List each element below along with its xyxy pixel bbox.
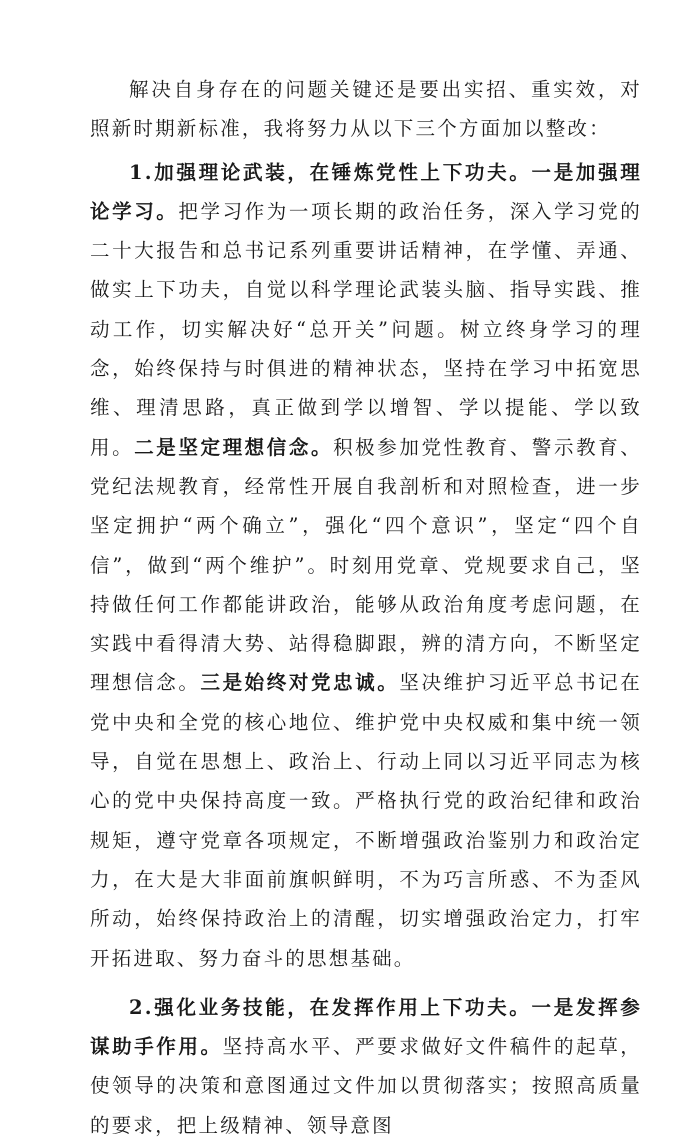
section2-paragraph (90, 988, 642, 1145)
section1-point1-text: 把学习作为一项长期的政治任务，深入学习党的二十大报告和总书记系列重要讲话精神，在学懂、弄通、做实上下功夫，自觉以科学理论武装头脑、指导实践、推动工作，切实解决好“总开关”问题。树立终身学习的理念，始终保持与时俱进的精神状态，坚持在学习中拓宽思维、理清思路，真正做到学以增智、学以提能、学以致用。 (90, 199, 642, 459)
section1-paragraph (90, 153, 642, 978)
section1-point1-title: 一是加强理论学习。 (90, 160, 642, 223)
section2-point1-title: 一是发挥参谋助手作用。 (90, 995, 642, 1059)
intro-text: 解决自身存在的问题关键还是要出实招、重实效，对照新时期新标准，我将努力从以下三个方面加以整改： (90, 78, 642, 141)
section1-point2-title: 二是坚定理想信念。 (134, 435, 334, 459)
section2-point1-text: 坚持高水平、严要求做好文件稿件的起草，使领导的决策和意图通过文件加以贯彻落实；按照高质量的要求，把上级精神、领导意图 (90, 1035, 642, 1137)
section1-point3-text: 坚决维护习近平总书记在党中央和全党的核心地位、维护党中央权威和集中统一领导，自觉在思想上、政治上、行动上同以习近平同志为核心的党中央保持高度一致。严格执行党的政治纪律和政治规矩，遵守党章各项规定，不断增强政治鉴别力和政治定力，在大是大非面前旗帜鲜明，不为巧言所惑、不为歪风所动，始终保持政治上的清醒，切实增强政治定力，打牢开拓进取、努力奋斗的思想基础。 (90, 671, 642, 970)
section1-point3-title: 三是始终对党忠诚。 (200, 671, 400, 695)
section1-heading: 1.加强理论武装，在锤炼党性上下功夫。 (129, 160, 532, 184)
section2-heading: 2.强化业务技能，在发挥作用上下功夫。 (129, 995, 532, 1019)
intro-paragraph (90, 70, 642, 149)
section1-point2-text: 积极参加党性教育、警示教育、党纪法规教育，经常性开展自我剖析和对照检查，进一步坚定拥护“两个确立”，强化“四个意识”，坚定“四个自信”，做到“两个维护”。时刻用党章、党规要求自己，坚持做任何工作都能讲政治，能够从政治角度考虑问题，在实践中看得清大势、站得稳脚跟，辨的清方向，不断坚定理想信念。 (90, 435, 642, 695)
